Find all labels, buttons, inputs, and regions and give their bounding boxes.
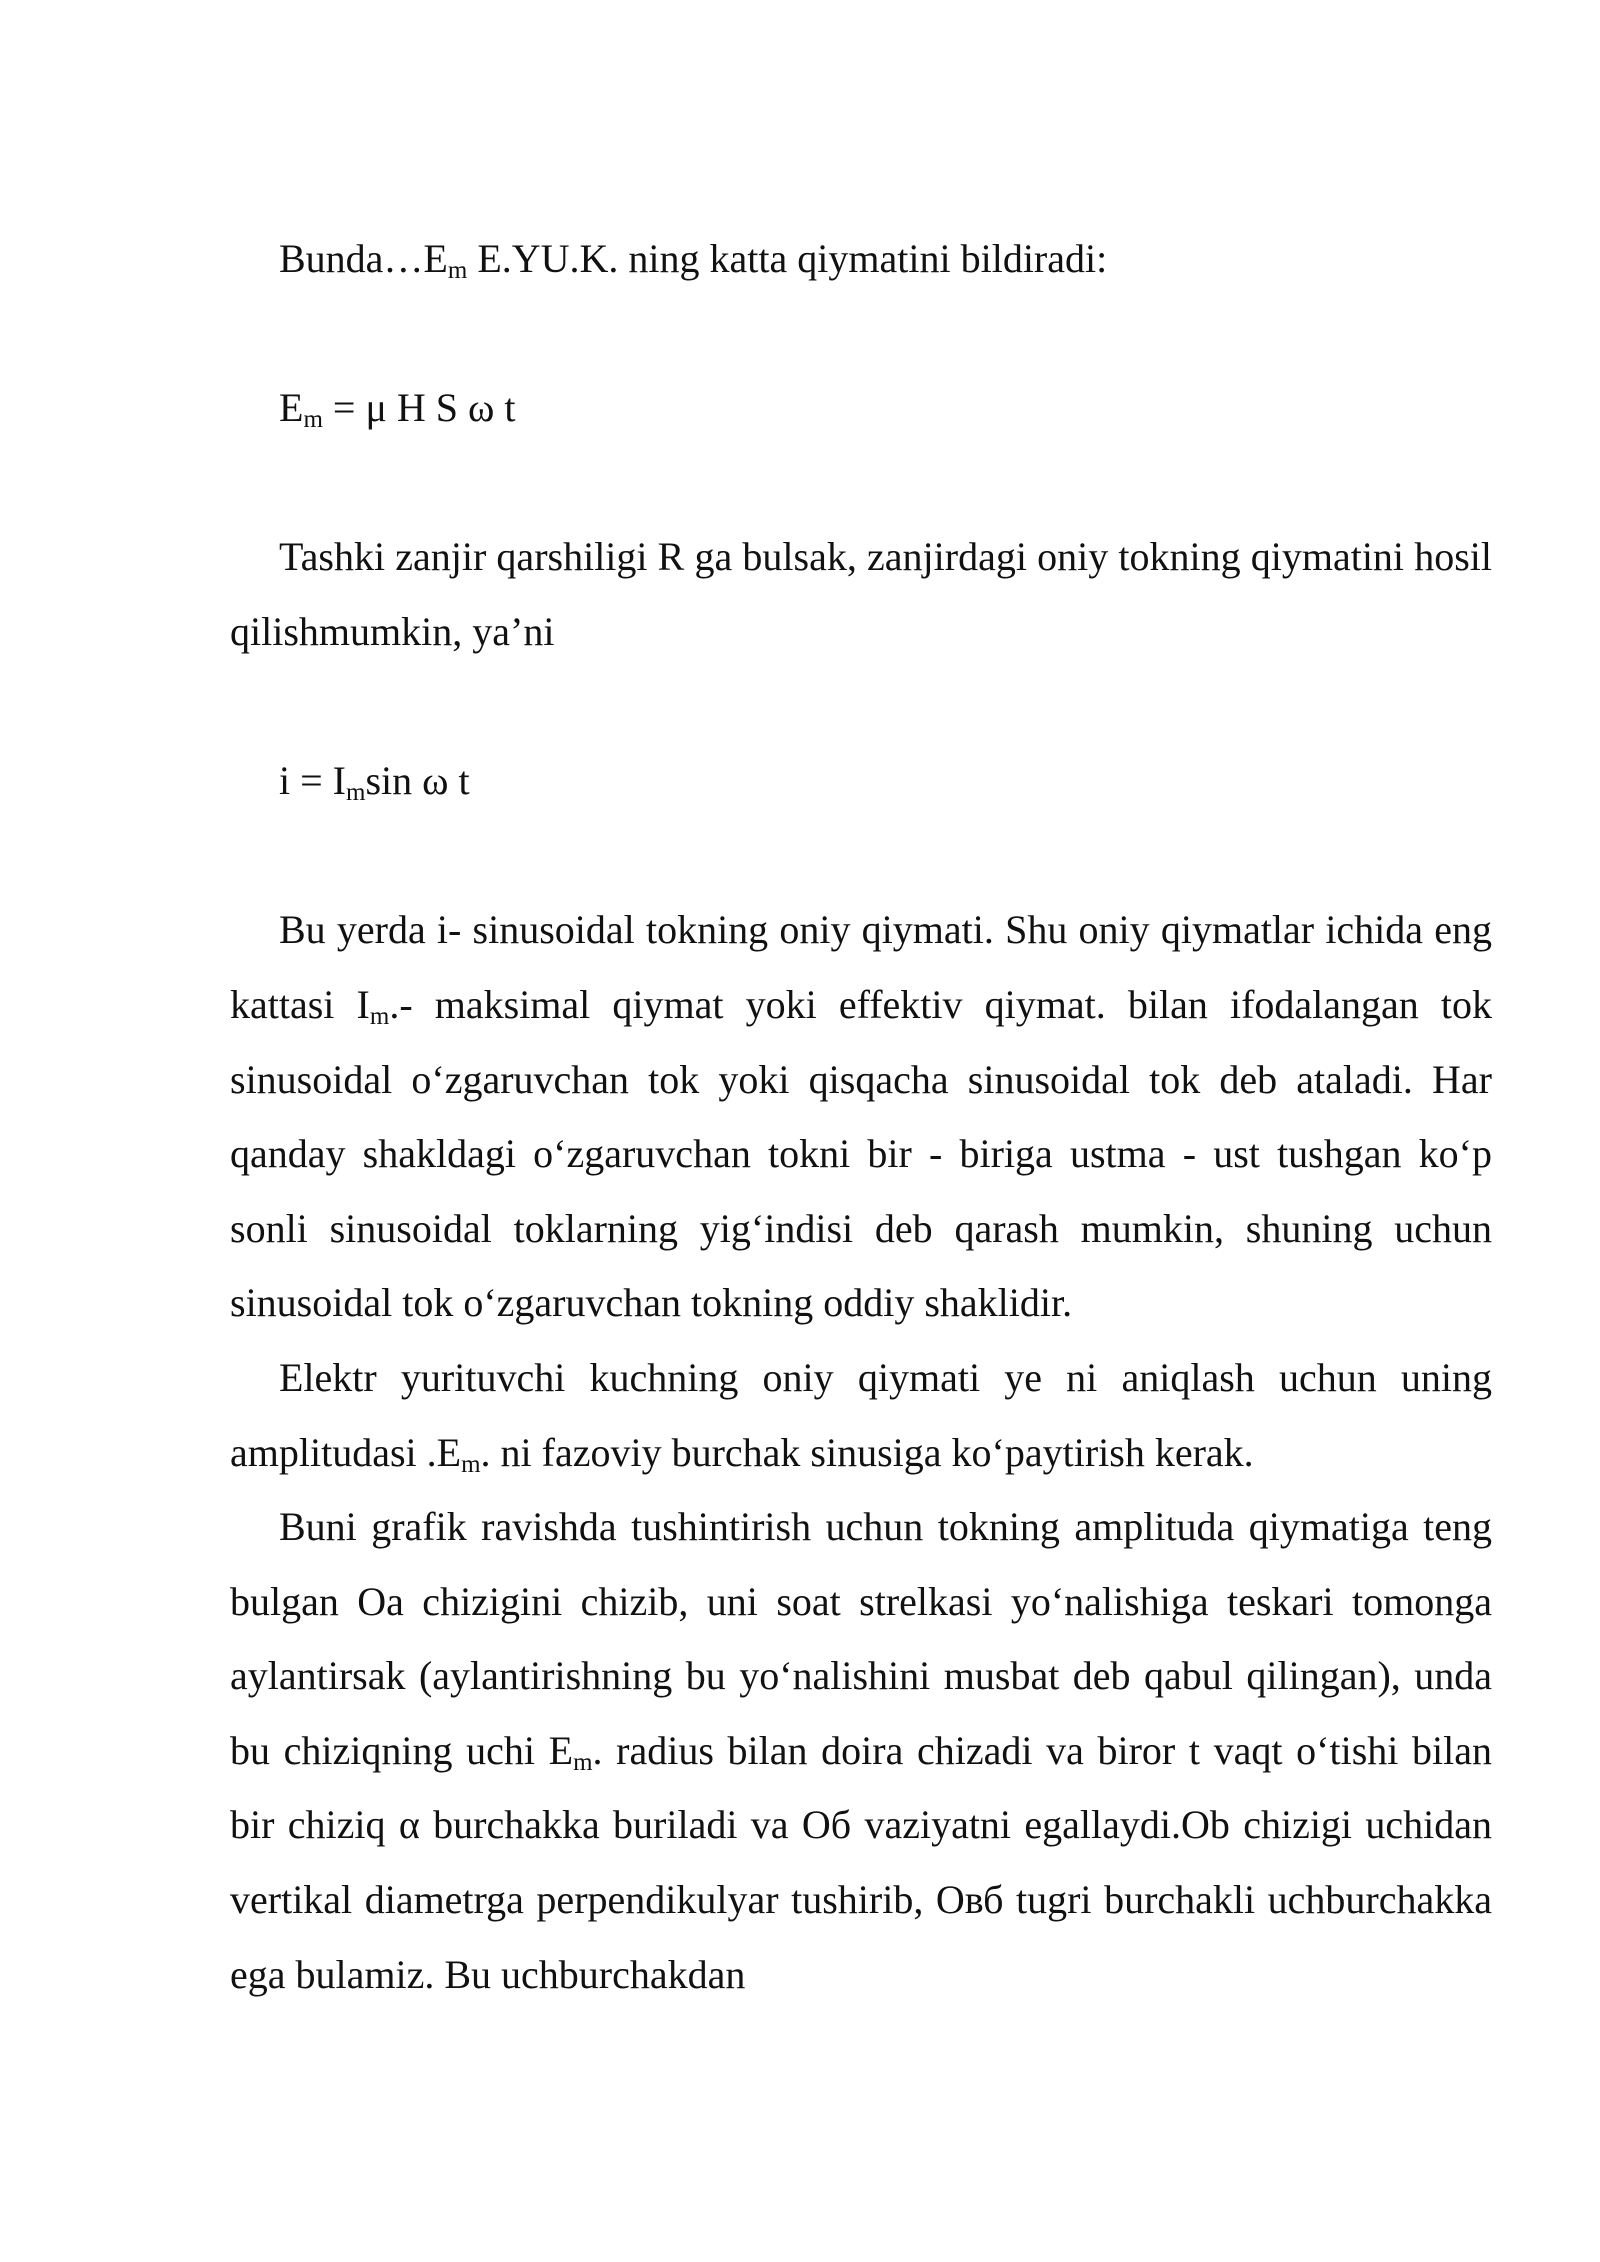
subscript: m	[369, 1002, 390, 1030]
text-run: . radius bilan doira chizadi va biror t vaqt o‘tishi bilan bir chiziq α burchakka buriladi va Oб vaziyatni egallaydi.Ob chizigi uchidan vertikal diametrga perpendikulyar tushirib, Oвб tugri burchakli uchburchakka ega bulamiz. Bu uchburchakdan	[230, 1727, 1492, 1997]
subscript: m	[346, 779, 366, 807]
text-run: .- maksimal qiymat yoki effektiv qiymat. bilan ifodalangan tok sinusoidal o‘zgaruvchan tok yoki qisqacha sinusoidal tok deb ataladi. Har qanday shakldagi o‘zgaruvchan tokni bir - biriga ustma - ust tushgan ko‘p sonli sinusoidal toklarning yig‘indisi deb qarash mumkin, shuning uchun sinusoidal tok o‘zgaruvchan tokning oddiy shaklidir.	[230, 981, 1493, 1326]
subscript: m	[447, 257, 468, 284]
spacer	[230, 446, 1492, 521]
paragraph-instant-emf	[230, 1341, 1492, 1490]
paragraph-external-circuit: Tashki zanjir qarshiligi R ga bulsak, zanjirdagi oniy tokning qiymatini hosil qilishmumkin, ya’ni	[230, 534, 1492, 654]
equation-current	[230, 744, 1492, 819]
text-run: Bu yerda i- sinusoidal tokning oniy qiymati. Shu oniy qiymatlar ichida eng kattasi I	[230, 907, 1492, 1027]
text-run: E	[279, 385, 304, 431]
text-run: i = I	[279, 758, 346, 804]
spacer	[230, 670, 1492, 745]
paragraph-sinusoidal-current	[230, 893, 1492, 1341]
text-run: sin ω t	[365, 758, 470, 804]
spacer	[230, 297, 1492, 372]
text-run: E.YU.K. ning katta qiymatini bildiradi:	[467, 236, 1108, 281]
paragraph-graphical-explanation	[230, 1490, 1492, 2012]
subscript: m	[573, 1748, 593, 1776]
text-run: = μ H S ω t	[322, 385, 516, 431]
text-run: . ni fazoviy burchak sinusiga ko‘paytirish kerak.	[480, 1429, 1254, 1475]
text-run: Bunda…E	[279, 236, 448, 281]
equation-em	[230, 371, 1492, 446]
subscript: m	[461, 1450, 481, 1478]
document-page	[230, 222, 1492, 2012]
paragraph-em-definition	[230, 222, 1492, 297]
text-run: Buni grafik ravishda tushintirish uchun tokning amplituda qiymatiga teng bulgan Oa chizigini chizib, uni soat strelkasi yo‘nalishiga teskari tomonga aylantirsak (aylantirishning bu yo‘nalishini musbat deb qabul qilingan), unda bu chiziqning uchi E	[230, 1504, 1492, 1773]
text-run: Elektr yurituvchi kuchning oniy qiymati ye ni aniqlash uchun uning amplitudasi .E	[230, 1354, 1492, 1475]
subscript: m	[303, 406, 323, 434]
spacer	[230, 819, 1492, 894]
